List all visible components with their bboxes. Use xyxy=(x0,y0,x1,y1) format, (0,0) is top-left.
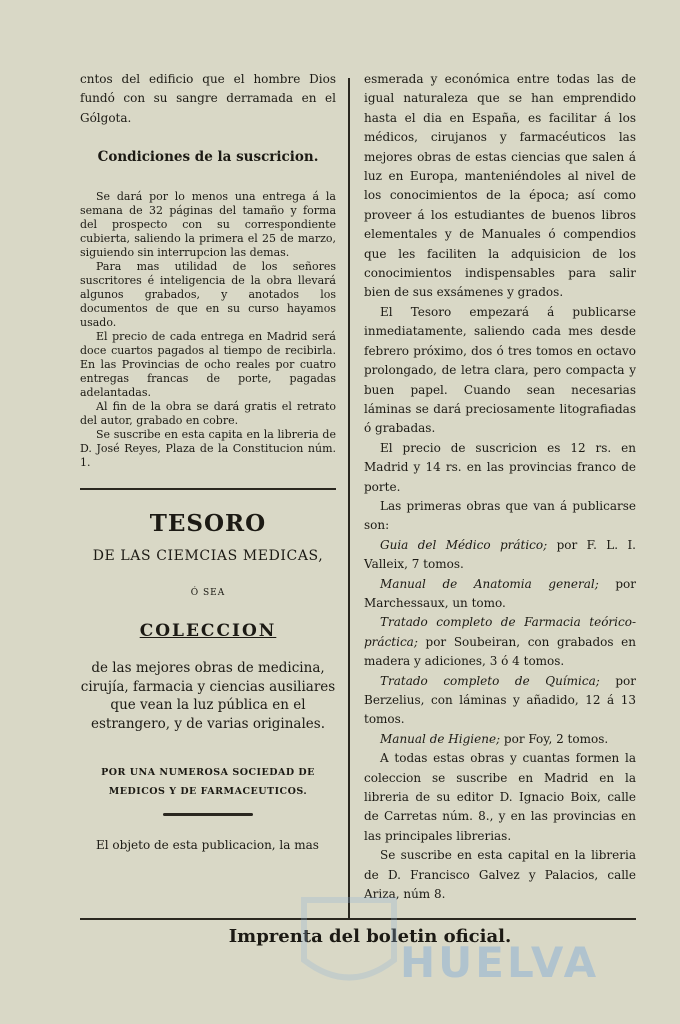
right-column xyxy=(364,70,636,904)
book-title: Manual de Anatomia general; xyxy=(380,576,599,591)
condition-paragraph: Al fin de la obra se dará gratis el retrato del autor, grabado en cobre. xyxy=(80,399,336,427)
book-details: por Marchessaux, un tomo. xyxy=(364,576,636,610)
book-details: por Soubeiran, con grabados en madera y adiciones, 3 ó 4 tomos. xyxy=(364,634,636,669)
book-entry xyxy=(364,536,636,575)
imprenta-footer: Imprenta del boletin oficial. xyxy=(228,926,512,947)
tesoro-title: TESORO xyxy=(149,509,267,537)
condition-paragraph: El precio de cada entrega en Madrid será doce cuartos pagados al tiempo de recibirla. En las Provincias de ocho reales por cuatro entregas francas de porte, pagadas adelantadas. xyxy=(80,329,336,399)
intro-paragraph: cntos del edificio que el hombre Dios fundó con su sangre derramada en el Gólgota. xyxy=(80,72,336,125)
book-details: por Foy, 2 tomos. xyxy=(500,731,609,746)
society-line: POR UNA NUMEROSA SOCIEDAD DE MEDICOS Y DE FARMACEUTICOS. xyxy=(101,767,315,798)
book-entry xyxy=(364,575,636,614)
section-divider xyxy=(80,488,336,490)
right-paragraph: A todas estas obras y cuantas formen la coleccion se suscribe en Madrid en la libreria de su editor D. Ignacio Boix, calle de Carretas núm. 8., y en las provincias en las principales librerias. xyxy=(364,751,636,843)
book-title: Manual de Higiene; xyxy=(380,731,501,746)
right-paragraph: El precio de suscricion es 12 rs. en Madrid y 14 rs. en las provincias franco de porte. xyxy=(364,440,636,494)
left-column xyxy=(80,70,336,856)
right-paragraph: El Tesoro empezará á publicarse inmediatamente, saliendo cada mes desde febrero próximo, dos ó tres tomos en octavo prolongado, de letra clara, pero compacta y buen papel. Cuando sean necesarias láminas se dará preciosamente litografiadas ó grabadas. xyxy=(364,304,636,436)
condition-paragraph: Se suscribe en esta capita en la libreria de D. José Reyes, Plaza de la Constitucion núm. 1. xyxy=(80,427,336,469)
book-details: por Berzelius, con láminas y añadido, 12 á 13 tomos. xyxy=(364,673,636,727)
objeto-paragraph: El objeto de esta publicacion, la mas xyxy=(96,838,319,853)
conditions-heading: Condiciones de la suscricion. xyxy=(97,149,319,166)
tesoro-description: de las mejores obras de medicina, cirujía, farmacia y ciencias ausiliares que vean la luz pública en el estrangero, y de varias originales. xyxy=(80,660,336,732)
right-paragraph: Las primeras obras que van á publicarse son: xyxy=(364,498,636,533)
right-paragraph: esmerada y económica entre todas las de igual naturaleza que se han emprendido hasta el dia en España, es facilitar á los médicos, cirujanos y farmacéuticos las mejores obras de estas ciencias que salen á luz en Europa, manteniéndoles al nivel de los conocimientos de la época; así como proveer á los estudiantes de buenos libros elementales y de Manuales ó compendios que les faciliten la adquisicion de los conocimientos indispensables para salir bien de sus exsámenes y grados. xyxy=(364,72,636,300)
o-sea-label: Ó SEA xyxy=(190,588,226,599)
book-title: Guia del Médico prático; xyxy=(380,537,548,552)
book-title: Tratado completo de Química; xyxy=(380,673,600,688)
watermark-text: HUELVA xyxy=(400,938,600,987)
book-entry xyxy=(364,672,636,730)
ornament-divider xyxy=(163,813,253,816)
book-entry xyxy=(364,730,636,749)
column-divider xyxy=(348,78,350,918)
condition-paragraph: Se dará por lo menos una entrega á la semana de 32 páginas del tamaño y forma del prospecto con su correspondiente cubierta, saliendo la primera el 25 de marzo, siguiendo sin interrupcion las demas. xyxy=(80,189,336,259)
book-details: por F. L. I. Valleix, 7 tomos. xyxy=(364,537,637,572)
tesoro-subtitle: DE LAS CIEMCIAS MEDICAS, xyxy=(92,548,324,565)
condition-paragraph: Para mas utilidad de los señores suscritores é inteligencia de la obra llevará algunos grabados, y anotados los documentos de que en su curso hayamos usado. xyxy=(80,259,336,329)
book-title: Tratado completo de Farmacia teórico-práctica; xyxy=(364,615,636,649)
book-entry xyxy=(364,613,636,671)
right-paragraph: Se suscribe en esta capital en la libreria de D. Francisco Galvez y Palacios, calle Ariza, núm 8. xyxy=(364,848,636,902)
coleccion-heading: COLECCION xyxy=(139,620,277,641)
